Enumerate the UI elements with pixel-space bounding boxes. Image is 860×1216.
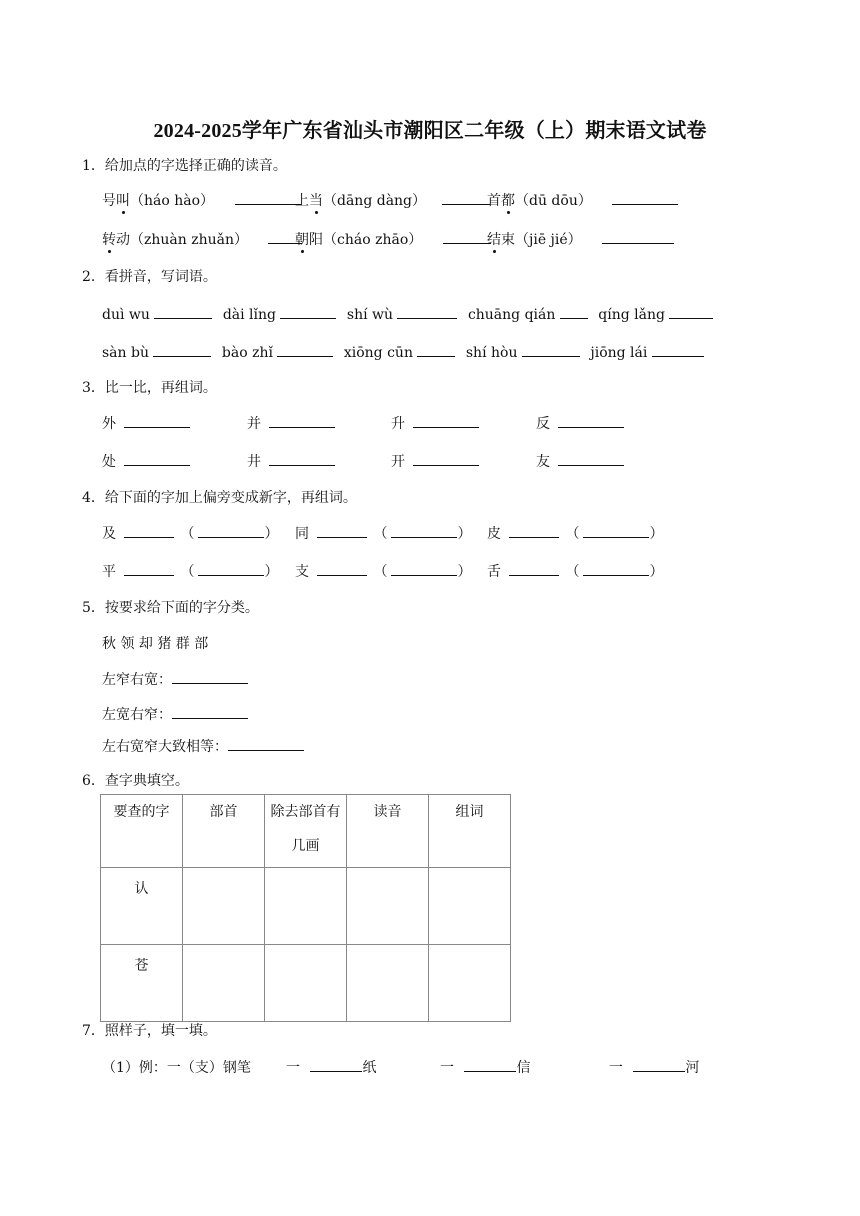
radical-item: 平 （ ） [102,561,278,581]
answer-blank[interactable] [228,736,304,751]
answer-cell[interactable] [429,868,511,945]
answer-blank[interactable] [269,413,335,428]
dotted-char: 叫 [116,193,130,209]
header-cell: 除去部首有几画 [265,795,347,868]
answer-blank[interactable] [397,304,457,319]
answer-blank[interactable] [235,190,301,205]
dotted-char: 朝 [295,232,309,248]
radical-item: 舌 （ ） [487,561,663,581]
answer-blank[interactable] [558,451,624,466]
answer-blank[interactable] [172,704,248,719]
category-left-narrow: 左窄右宽： [102,669,248,689]
question-7-label: 7．照样子，填一填。 [82,1023,217,1039]
answer-blank[interactable] [317,561,367,576]
answer-blank[interactable] [124,413,190,428]
q1-item: 朝阳（cháo zhāo） [295,229,491,249]
header-cell: 组词 [429,795,511,868]
question-2-label: 2．看拼音，写词语。 [82,269,217,285]
radical-item: 及 （ ） [102,523,278,543]
answer-blank[interactable] [558,413,624,428]
header-cell: 部首 [183,795,265,868]
header-cell: 读音 [347,795,429,868]
answer-blank[interactable] [391,523,457,538]
q1-item: 首都（dū dōu） [487,190,678,210]
page-title: 2024-2025学年广东省汕头市潮阳区二年级（上）期末语文试卷 [153,120,707,142]
answer-blank[interactable] [124,523,174,538]
dotted-char: 当 [309,193,323,209]
question-6-label: 6．查字典填空。 [82,773,189,789]
compare-item: 外 [102,413,190,433]
answer-blank[interactable] [443,229,491,244]
answer-blank[interactable] [413,451,479,466]
answer-cell[interactable] [347,868,429,945]
table-row [101,945,511,1022]
answer-blank[interactable] [583,561,649,576]
answer-blank[interactable] [413,413,479,428]
header-cell: 要查的字 [101,795,183,868]
dotted-char: 结 [487,232,501,248]
question-4-label: 4．给下面的字加上偏旁变成新字，再组词。 [82,490,357,506]
answer-blank[interactable] [652,342,704,357]
compare-item: 开 [391,451,479,471]
radical-item: 同 （ ） [295,523,471,543]
answer-blank[interactable] [153,342,211,357]
answer-blank[interactable] [583,523,649,538]
radical-item: 皮 （ ） [487,523,663,543]
answer-cell[interactable] [183,945,265,1022]
answer-cell[interactable] [265,868,347,945]
answer-blank[interactable] [124,451,190,466]
answer-blank[interactable] [612,190,678,205]
category-equal: 左右宽窄大致相等： [102,736,304,756]
q1-item: 上当（dāng dàng） [295,190,490,210]
answer-blank[interactable] [633,1057,685,1072]
dictionary-table [100,794,511,1022]
measure-word-item: 一 信 [440,1057,530,1077]
pinyin-row: duì wu dài lǐng shí wù chuāng qián qíng lǎng [102,304,713,323]
compare-item: 井 [247,451,335,471]
category-left-wide: 左宽右窄： [102,704,248,724]
answer-cell[interactable] [183,868,265,945]
answer-blank[interactable] [509,523,559,538]
measure-word-item: 一 河 [609,1057,699,1077]
compare-item: 反 [536,413,624,433]
radical-item: 支 （ ） [295,561,471,581]
answer-blank[interactable] [391,561,457,576]
q1-item: 号叫（háo hào） [102,190,301,210]
measure-word-item: 一 纸 [286,1057,376,1077]
q1-item: 转动（zhuàn zhuǎn） [102,229,302,249]
answer-blank[interactable] [560,304,588,319]
answer-blank[interactable] [464,1057,516,1072]
char-list: 秋 领 却 猪 群 部 [102,636,209,652]
compare-item: 处 [102,451,190,471]
lookup-char: 认 [101,868,183,945]
answer-blank[interactable] [172,669,248,684]
answer-blank[interactable] [522,342,580,357]
question-3-label: 3．比一比，再组词。 [82,380,217,396]
compare-item: 并 [247,413,335,433]
answer-blank[interactable] [509,561,559,576]
answer-blank[interactable] [442,190,490,205]
answer-blank[interactable] [154,304,212,319]
answer-blank[interactable] [602,229,674,244]
answer-blank[interactable] [280,304,336,319]
lookup-char: 苍 [101,945,183,1022]
compare-item: 升 [391,413,479,433]
answer-blank[interactable] [417,342,455,357]
answer-blank[interactable] [669,304,713,319]
q1-item: 结束（jiē jié） [487,229,674,249]
answer-blank[interactable] [198,523,264,538]
answer-blank[interactable] [310,1057,362,1072]
answer-blank[interactable] [317,523,367,538]
question-1-label: 1．给加点的字选择正确的读音。 [82,158,287,174]
question-5-label: 5．按要求给下面的字分类。 [82,600,259,616]
answer-blank[interactable] [277,342,333,357]
answer-cell[interactable] [265,945,347,1022]
table-row [101,868,511,945]
answer-cell[interactable] [429,945,511,1022]
dotted-char: 都 [501,193,515,209]
pinyin-row: sàn bù bào zhǐ xiōng cūn shí hòu jiōng lái [102,342,704,361]
table-header-row [101,795,511,868]
answer-blank[interactable] [124,561,174,576]
compare-item: 友 [536,451,624,471]
dotted-char: 转 [102,232,116,248]
answer-blank[interactable] [269,451,335,466]
answer-cell[interactable] [347,945,429,1022]
answer-blank[interactable] [198,561,264,576]
measure-word-example: （1）例：一（支）钢笔 [102,1060,251,1076]
